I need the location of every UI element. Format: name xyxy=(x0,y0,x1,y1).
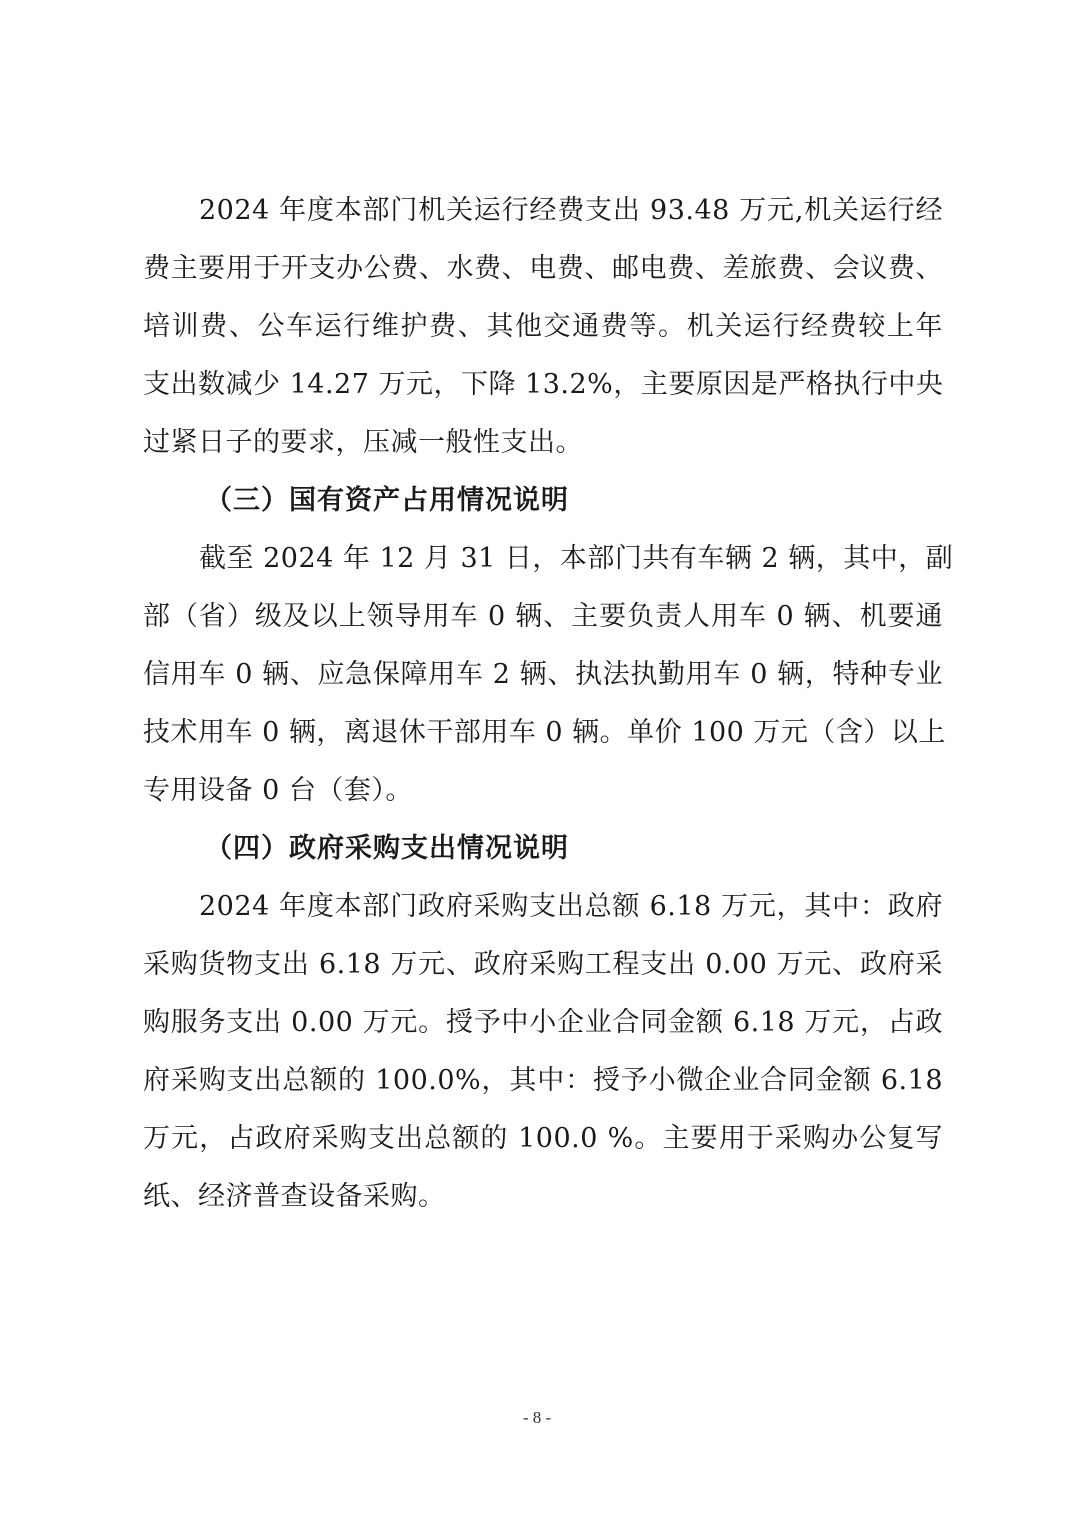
text-line: 过紧日子的要求，压减一般性支出。 xyxy=(143,427,583,458)
document-body xyxy=(143,182,954,1226)
text-line: 纸、经济普查设备采购。 xyxy=(143,1181,446,1212)
text-line: 部（省）级及以上领导用车 0 辆、主要负责人用车 0 辆、机要通 xyxy=(143,601,943,632)
text-line: 专用设备 0 台（套）。 xyxy=(143,775,413,806)
text-line: 技术用车 0 辆，离退休干部用车 0 辆。单价 100 万元（含）以上 xyxy=(143,717,946,748)
text-line: 截至 2024 年 12 月 31 日，本部门共有车辆 2 辆，其中，副 xyxy=(199,543,954,574)
paragraph-state-assets xyxy=(143,530,954,820)
text-line: 府采购支出总额的 100.0%，其中：授予小微企业合同金额 6.18 xyxy=(143,1065,943,1096)
page-number: - 8 - xyxy=(522,1408,552,1427)
section-heading-government-procurement: （四）政府采购支出情况说明 xyxy=(205,833,569,864)
text-line: 培训费、公车运行维护费、其他交通费等。机关运行经费较上年 xyxy=(143,311,943,342)
text-line: 万元，占政府采购支出总额的 100.0 %。主要用于采购办公复写 xyxy=(143,1123,943,1154)
text-line: 购服务支出 0.00 万元。授予中小企业合同金额 6.18 万元，占政 xyxy=(143,1007,943,1038)
section-heading-state-assets: （三）国有资产占用情况说明 xyxy=(205,485,569,516)
text-line: 采购货物支出 6.18 万元、政府采购工程支出 0.00 万元、政府采 xyxy=(143,949,943,980)
paragraph-government-procurement xyxy=(143,878,943,1226)
paragraph-operating-expenses xyxy=(143,182,943,472)
text-line: 支出数减少 14.27 万元，下降 13.2%，主要原因是严格执行中央 xyxy=(143,369,944,400)
text-line: 信用车 0 辆、应急保障用车 2 辆、执法执勤用车 0 辆，特种专业 xyxy=(143,659,943,690)
text-line: 2024 年度本部门政府采购支出总额 6.18 万元，其中：政府 xyxy=(199,891,943,922)
text-line: 费主要用于开支办公费、水费、电费、邮电费、差旅费、会议费、 xyxy=(143,253,943,284)
text-line: 2024 年度本部门机关运行经费支出 93.48 万元,机关运行经 xyxy=(199,195,943,226)
